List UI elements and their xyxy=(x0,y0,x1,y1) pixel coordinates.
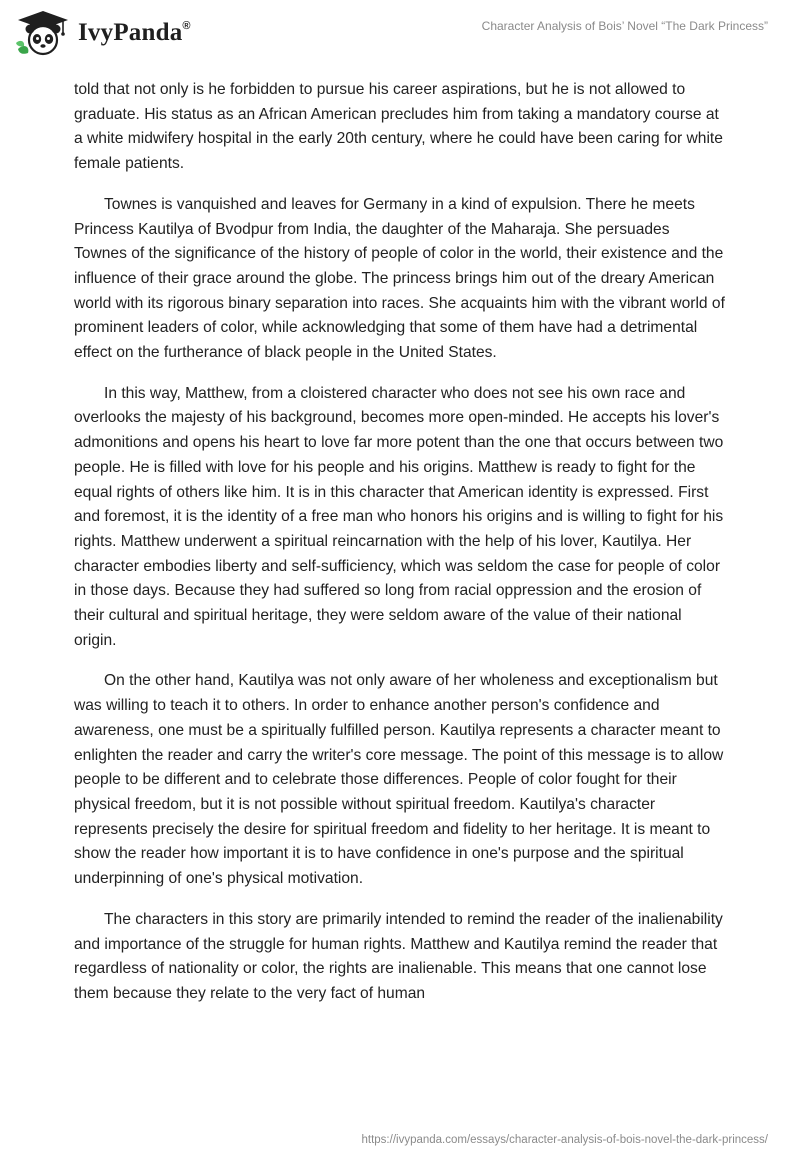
document-title: Character Analysis of Bois’ Novel “The Dark Princess” xyxy=(481,19,768,33)
source-url[interactable]: https://ivypanda.com/essays/character-analysis-of-bois-novel-the-dark-princess/ xyxy=(361,1134,768,1146)
paragraph: On the other hand, Kautilya was not only aware of her wholeness and exceptionalism but was willing to teach it to others. In order to enhance another person's confidence and awareness, one must be a spiritually fulfilled person. Kautilya represents a character meant to enlighten the reader and carry the writer's core message. The point of this message is to allow people to be different and to celebrate those differences. People of color fought for their physical freedom, but it is not possible without spiritual freedom. Kautilya's character represents precisely the desire for spiritual freedom and fidelity to her heritage. It is meant to show the reader how important it is to have confidence in one's purpose and the spiritual underpinning of one's physical motivation. xyxy=(74,672,724,888)
paragraph: The characters in this story are primarily intended to remind the reader of the inalienability and importance of the struggle for human rights. Matthew and Kautilya remind the reader that regardless of nationality or color, the rights are inalienable. This means that one cannot lose them because they relate to the very fact of human xyxy=(74,910,723,1002)
ivypanda-logo[interactable] xyxy=(14,8,191,58)
paragraph: Townes is vanquished and leaves for Germany in a kind of expulsion. There he meets Princess Kautilya of Bvodpur from India, the daughter of the Maharaja. She persuades Townes of the significance of the history of people of color in the world, their existence and the influence of their grace around the globe. The princess brings him out of the dreary American world with its rigorous binary separation into races. She acquaints him with the vibrant world of prominent leaders of color, while acknowledging that some of them have had a detrimental effect on the furtherance of black people in the United States. xyxy=(74,195,725,362)
brand-name: IvyPanda® xyxy=(78,19,191,46)
panda-mascot-icon xyxy=(14,9,72,57)
page-header xyxy=(0,0,800,70)
paragraph: In this way, Matthew, from a cloistered character who does not see his own race and overlooks the majesty of his background, becomes more open-minded. He accepts his lover's admonitions and opens his heart to love far more potent than the one that occurs between two people. He is filled with love for his people and his origins. Matthew is ready to fight for the equal rights of others like him. It is in this character that American identity is expressed. First and foremost, it is the identity of a free man who honors his origins and is willing to fight for his rights. Matthew underwent a spiritual reincarnation with the help of his lover, Kautilya. Her character embodies liberty and self-sufficiency, which was seldom the case for people of color in those days. Because they had suffered so long from racial oppression and the erosion of their cultural and spiritual heritage, they were seldom aware of the value of their national origin. xyxy=(74,384,724,649)
essay-body xyxy=(74,78,726,1023)
paragraph: told that not only is he forbidden to pursue his career aspirations, but he is not allowed to graduate. His status as an African American precludes him from taking a mandatory course at a white midwifery hospital in the early 20th century, where he could have been caring for white female patients. xyxy=(74,81,723,173)
